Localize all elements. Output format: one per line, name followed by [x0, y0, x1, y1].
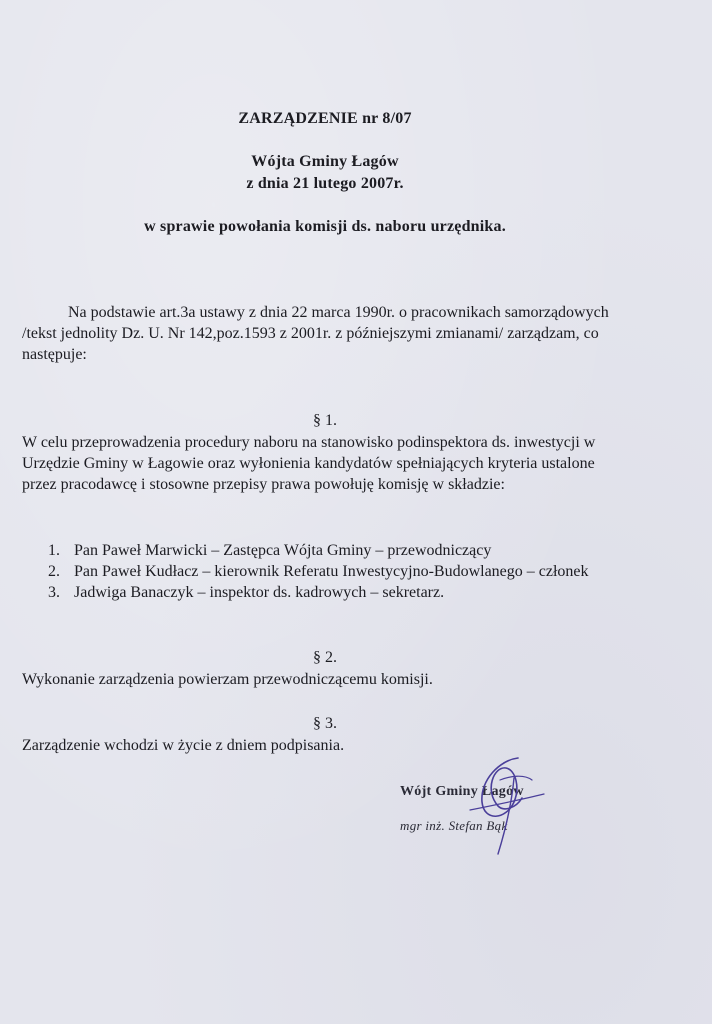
- document-date: z dnia 21 lutego 2007r.: [246, 175, 404, 192]
- list-item-number: 3.: [48, 584, 60, 601]
- section-2-mark: § 2.: [313, 649, 337, 666]
- document-title: ZARZĄDZENIE nr 8/07: [238, 110, 412, 127]
- list-item-text: Pan Paweł Marwicki – Zastępca Wójta Gminy – przewodniczący: [74, 542, 492, 559]
- section-2-text: Wykonanie zarządzenia powierzam przewodniczącemu komisji.: [22, 671, 433, 688]
- section-1-text: W celu przeprowadzenia procedury naboru na stanowisko podinspektora ds. inwestycji w Urzędzie Gminy w Łagowie oraz wyłonienia kandydatów spełniających kryteria ustalone przez pracodawcę i stosowne przepisy prawa powołuję komisję w składzie:: [22, 434, 596, 493]
- section-3-text: Zarządzenie wchodzi w życie z dniem podpisania.: [22, 737, 345, 754]
- list-item-number: 1.: [48, 542, 60, 559]
- signature-stamp-title: Wójt Gminy Łagów: [400, 784, 524, 799]
- document-subject: w sprawie powołania komisji ds. naboru urzędnika.: [144, 218, 506, 235]
- list-item: [48, 582, 628, 603]
- list-item: [48, 540, 628, 561]
- document-issuer: Wójta Gminy Łagów: [251, 153, 399, 170]
- section-1-mark: § 1.: [313, 412, 337, 429]
- committee-members-list: [48, 540, 628, 603]
- section-3-mark: § 3.: [313, 715, 337, 732]
- signature-stamp-name: mgr inż. Stefan Bąk: [400, 818, 508, 833]
- list-item: [48, 561, 628, 582]
- list-item-text: Pan Paweł Kudłacz – kierownik Referatu Inwestycyjno-Budowlanego – członek: [74, 563, 589, 580]
- list-item-number: 2.: [48, 563, 60, 580]
- handwritten-signature: [440, 750, 560, 860]
- list-item-text: Jadwiga Banaczyk – inspektor ds. kadrowych – sekretarz.: [74, 584, 445, 601]
- intro-paragraph: Na podstawie art.3a ustawy z dnia 22 marca 1990r. o pracownikach samorządowych /tekst jednolity Dz. U. Nr 142,poz.1593 z 2001r. z późniejszymi zmianami/ zarządzam, co następuje:: [22, 304, 609, 363]
